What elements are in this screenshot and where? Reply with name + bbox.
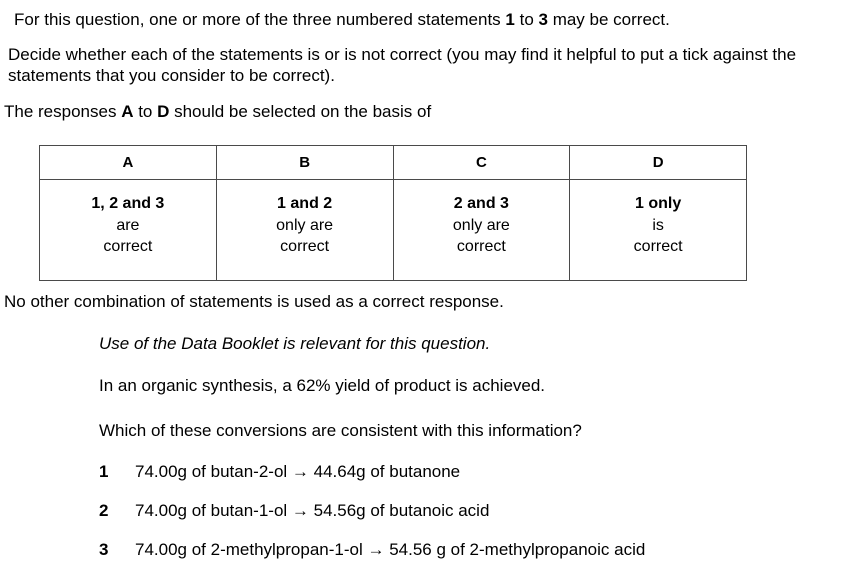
- response-cell-d: 1 only is correct: [570, 180, 747, 281]
- no-other-combination-note: No other combination of statements is used as a correct response.: [4, 292, 504, 311]
- response-key-header-row: [40, 146, 747, 180]
- response-key-table: [39, 145, 747, 281]
- response-header-b: B: [216, 146, 393, 180]
- statement-number: 2: [99, 501, 109, 520]
- data-booklet-note: Use of the Data Booklet is relevant for this question.: [99, 334, 491, 353]
- response-header-a: A: [40, 146, 217, 180]
- statement-text: 74.00g of butan-1-ol → 54.56g of butanoic acid: [135, 501, 490, 520]
- statement-2: [99, 500, 489, 521]
- question-stem: In an organic synthesis, a 62% yield of product is achieved.: [99, 376, 546, 395]
- response-header-d: D: [570, 146, 747, 180]
- response-cell-a: 1, 2 and 3 are correct: [40, 180, 217, 281]
- statement-text: 74.00g of butan-2-ol → 44.64g of butanone: [135, 462, 461, 481]
- response-header-c: C: [393, 146, 570, 180]
- question-prompt: Which of these conversions are consistent with this information?: [99, 421, 582, 440]
- instruction-line-2: Decide whether each of the statements is or is not correct (you may find it helpful to put a tick against the statements that you consider to be correct).: [8, 45, 797, 85]
- response-key-row: [40, 180, 747, 281]
- statement-number: 3: [99, 540, 109, 559]
- response-cell-c: 2 and 3 only are correct: [393, 180, 570, 281]
- statement-number: 1: [99, 462, 109, 481]
- instruction-line-3: The responses A to D should be selected on the basis of: [4, 102, 432, 121]
- statement-3: [99, 539, 645, 560]
- statement-1: [99, 461, 460, 482]
- statement-text: 74.00g of 2-methylpropan-1-ol → 54.56 g of 2-methylpropanoic acid: [135, 540, 646, 559]
- response-cell-b: 1 and 2 only are correct: [216, 180, 393, 281]
- instruction-line-1: For this question, one or more of the three numbered statements 1 to 3 may be correct.: [14, 10, 670, 29]
